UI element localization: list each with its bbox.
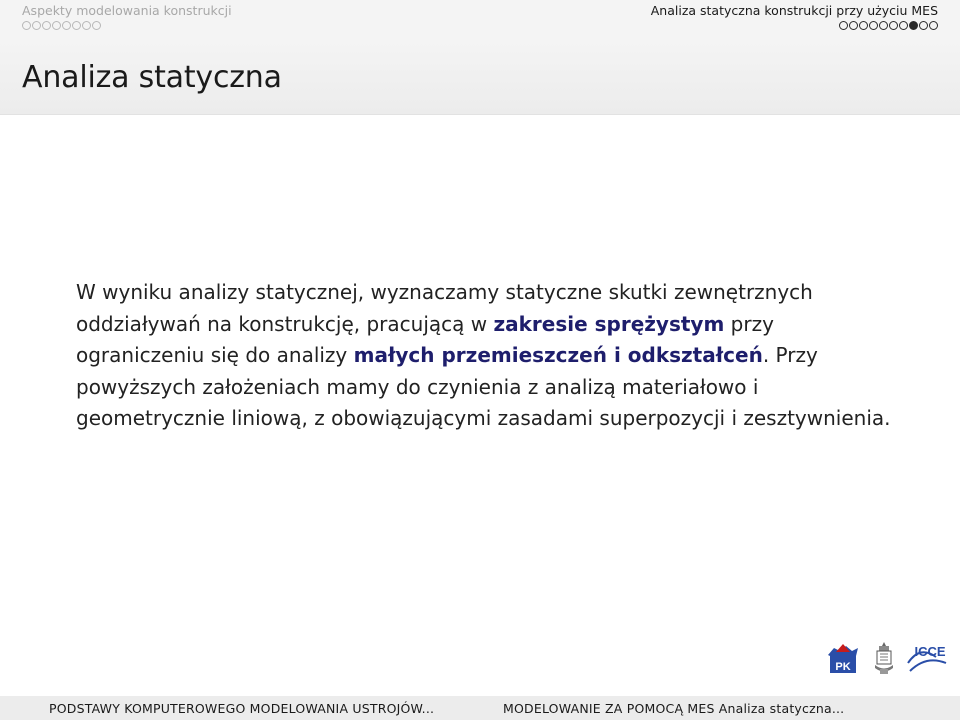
frame-dot[interactable] <box>869 21 878 30</box>
frame-dot[interactable] <box>929 21 938 30</box>
frame-dot[interactable] <box>72 21 81 30</box>
institution-logos <box>826 641 956 679</box>
frame-dot[interactable] <box>42 21 51 30</box>
emphasis-elastic-range: zakresie sprężystym <box>493 311 725 336</box>
frame-dot[interactable] <box>889 21 898 30</box>
university-seal-icon <box>875 642 893 674</box>
body-text-4: Przy powyższych założeniach mamy do czynienia z analizą materiałowo i geometrycznie liniową, z obowiązującymi zasadami superpozycji i zesztywnienia. <box>76 343 891 430</box>
pk-logo <box>828 644 858 673</box>
frame-dot[interactable] <box>32 21 41 30</box>
frame-dot[interactable] <box>92 21 101 30</box>
footer-lecture-title[interactable]: MODELOWANIE ZA POMOCĄ MES Analiza statyczna... <box>503 701 845 716</box>
subsection-frame-dots <box>651 21 938 30</box>
section-navigation <box>22 3 232 30</box>
frame-title-bar <box>0 40 960 115</box>
footer-bar <box>0 696 960 720</box>
frame-dot[interactable] <box>879 21 888 30</box>
frame-dot[interactable] <box>899 21 908 30</box>
subsection-navigation <box>651 3 938 30</box>
body-text-1: W wyniku analizy statycznej, wyznaczamy statyczne skutki zewnętrznych oddziaływań na konstrukcję, pracującą w <box>76 280 813 336</box>
slide-body <box>76 277 906 435</box>
subsection-title-link[interactable]: Analiza statyczna konstrukcji przy użyciu MES <box>650 3 938 18</box>
frame-dot[interactable] <box>849 21 858 30</box>
frame-dot[interactable] <box>909 21 918 30</box>
frame-dot[interactable] <box>22 21 31 30</box>
frame-dot[interactable] <box>62 21 71 30</box>
icce-logo <box>908 644 946 671</box>
emphasis-small-displacements: małych przemieszczeń i odkształceń <box>353 343 763 367</box>
frame-dot[interactable] <box>839 21 848 30</box>
frame-dot[interactable] <box>52 21 61 30</box>
body-paragraph <box>76 277 906 435</box>
section-frame-dots <box>22 21 232 30</box>
frame-dot[interactable] <box>919 21 928 30</box>
frame-dot[interactable] <box>859 21 868 30</box>
footer-course-title[interactable]: PODSTAWY KOMPUTEROWEGO MODELOWANIA USTROJÓW... <box>49 701 435 716</box>
frame-title: Analiza statyczna <box>22 60 282 95</box>
navigation-bar <box>0 0 960 40</box>
icce-logo-text: ICCE <box>914 644 946 659</box>
logo-strip <box>826 641 956 679</box>
pk-logo-text: PK <box>835 661 851 673</box>
section-title-link[interactable]: Aspekty modelowania konstrukcji <box>22 3 232 18</box>
body-text-3: . <box>762 343 770 367</box>
body-text-2: przy ograniczeniu się do analizy <box>76 311 774 367</box>
frame-dot[interactable] <box>82 21 91 30</box>
